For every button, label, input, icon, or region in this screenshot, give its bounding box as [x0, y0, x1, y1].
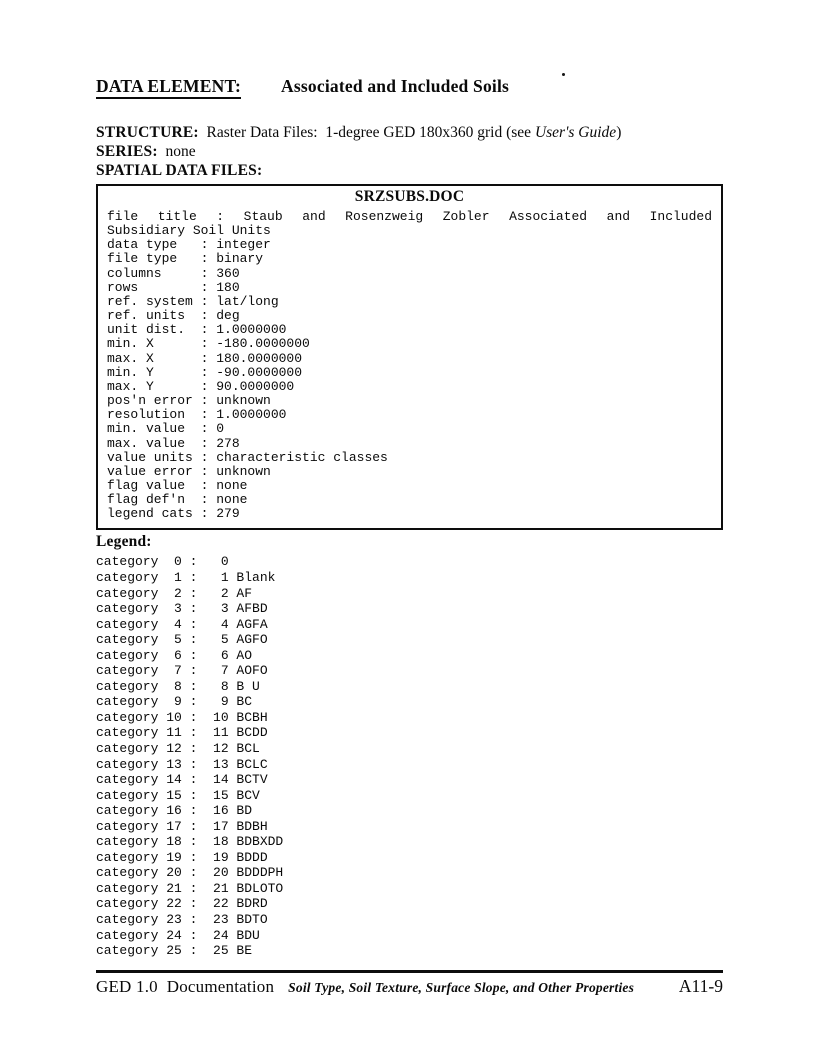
legend-section — [96, 533, 723, 958]
legend-category-row: category 20 : 20 BDDDPH — [96, 865, 284, 881]
footer-section-title: Soil Type, Soil Texture, Surface Slope, and Other Properties — [288, 980, 635, 995]
legend-category-row: category 16 : 16 BD — [96, 803, 253, 819]
legend-category-row: category 18 : 18 BDBXDD — [96, 834, 284, 850]
metadata-section — [96, 123, 723, 180]
file-attribute-row: columns : 360 — [107, 265, 240, 281]
legend-category-row: category 1 : 1 Blank — [96, 569, 276, 585]
legend-category-list — [96, 554, 723, 958]
legend-category-row: category 6 : 6 AO — [96, 647, 253, 663]
file-attribute-row: flag value : none — [107, 477, 248, 493]
spatial-files-line — [96, 161, 723, 180]
legend-category-row: category 21 : 21 BDLOTO — [96, 880, 284, 896]
legend-category-row: category 25 : 25 BE — [96, 943, 253, 959]
structure-line — [96, 123, 723, 142]
legend-category-row: category 7 : 7 AOFO — [96, 663, 268, 679]
file-attribute-row: max. value : 278 — [107, 435, 240, 451]
legend-category-row: category 3 : 3 AFBD — [96, 601, 268, 617]
series-value: none — [157, 143, 196, 160]
file-attribute-continuation: Subsidiary Soil Units — [107, 223, 271, 239]
series-line — [96, 142, 723, 161]
legend-category-row: category 8 : 8 B U — [96, 678, 260, 694]
legend-category-row: category 13 : 13 BCLC — [96, 756, 268, 772]
file-attribute-row: ref. system : lat/long — [107, 293, 279, 309]
legend-category-row: category 19 : 19 BDDD — [96, 849, 268, 865]
series-label: SERIES: — [96, 143, 158, 160]
legend-category-row: category 12 : 12 BCL — [96, 741, 260, 756]
legend-heading: Legend: — [96, 533, 152, 551]
data-element-value: Associated and Included Soils — [281, 76, 510, 96]
legend-category-row: category 15 : 15 BCV — [96, 787, 260, 803]
page-number: A11-9 — [678, 976, 723, 996]
file-attribute-row: max. Y : 90.0000000 — [107, 378, 295, 394]
legend-category-row: category 2 : 2 AF — [96, 585, 253, 601]
file-attribute-row: max. X : 180.0000000 — [107, 350, 303, 366]
file-attribute-row: legend cats : 279 — [107, 506, 240, 522]
structure-users-guide: User's Guide — [534, 124, 617, 141]
footer-doc-label: GED 1.0 Documentation — [96, 977, 275, 996]
file-attribute-row: value error : unknown — [107, 463, 271, 479]
spatial-files-label: SPATIAL DATA FILES: — [96, 162, 263, 179]
file-attribute-row: file type : binary — [107, 251, 264, 267]
file-metadata-box — [96, 184, 723, 530]
file-attribute-row: min. value : 0 — [107, 421, 225, 437]
legend-category-row: category 0 : 0 — [96, 554, 229, 570]
legend-category-row: category 10 : 10 BCBH — [96, 709, 268, 725]
legend-category-row: category 23 : 23 BDTO — [96, 912, 268, 928]
page-title — [96, 76, 723, 97]
scan-speck — [562, 73, 565, 76]
file-attribute-row: value units : characteristic classes — [107, 449, 388, 465]
file-attribute-row: min. X : -180.0000000 — [107, 336, 310, 352]
legend-category-row: category 9 : 9 BC — [96, 694, 253, 710]
file-attribute-row: unit dist. : 1.0000000 — [107, 322, 287, 338]
file-attribute-row: resolution : 1.0000000 — [107, 407, 287, 423]
legend-category-row: category 22 : 22 BDRD — [96, 896, 268, 912]
data-element-label: DATA ELEMENT: — [96, 76, 241, 99]
structure-suffix: ) — [616, 124, 622, 141]
file-attribute-row: pos'n error : unknown — [107, 393, 271, 409]
legend-category-row: category 5 : 5 AGFO — [96, 632, 268, 648]
legend-category-row: category 11 : 11 BCDD — [96, 725, 268, 741]
legend-category-row: category 17 : 17 BDBH — [96, 818, 268, 834]
file-attribute-row: file title : Staub and Rosenzweig Zobler Associated and Included — [107, 209, 712, 224]
legend-category-row: category 4 : 4 AGFA — [96, 616, 268, 632]
file-attribute-row: data type : integer — [107, 237, 271, 253]
legend-category-row: category 24 : 24 BDU — [96, 927, 260, 943]
file-attribute-row: rows : 180 — [107, 279, 240, 295]
legend-category-row: category 14 : 14 BCTV — [96, 772, 268, 788]
file-attribute-row: ref. units : deg — [107, 308, 240, 324]
structure-text: Raster Data Files: 1-degree GED 180x360 grid (see — [198, 124, 535, 141]
file-attributes — [107, 210, 712, 521]
file-name-heading: SRZSUBS.DOC — [354, 188, 465, 205]
page-footer — [96, 970, 723, 997]
file-attribute-row: min. Y : -90.0000000 — [107, 364, 303, 380]
structure-label: STRUCTURE: — [96, 124, 199, 141]
file-attribute-row: flag def'n : none — [107, 492, 248, 508]
